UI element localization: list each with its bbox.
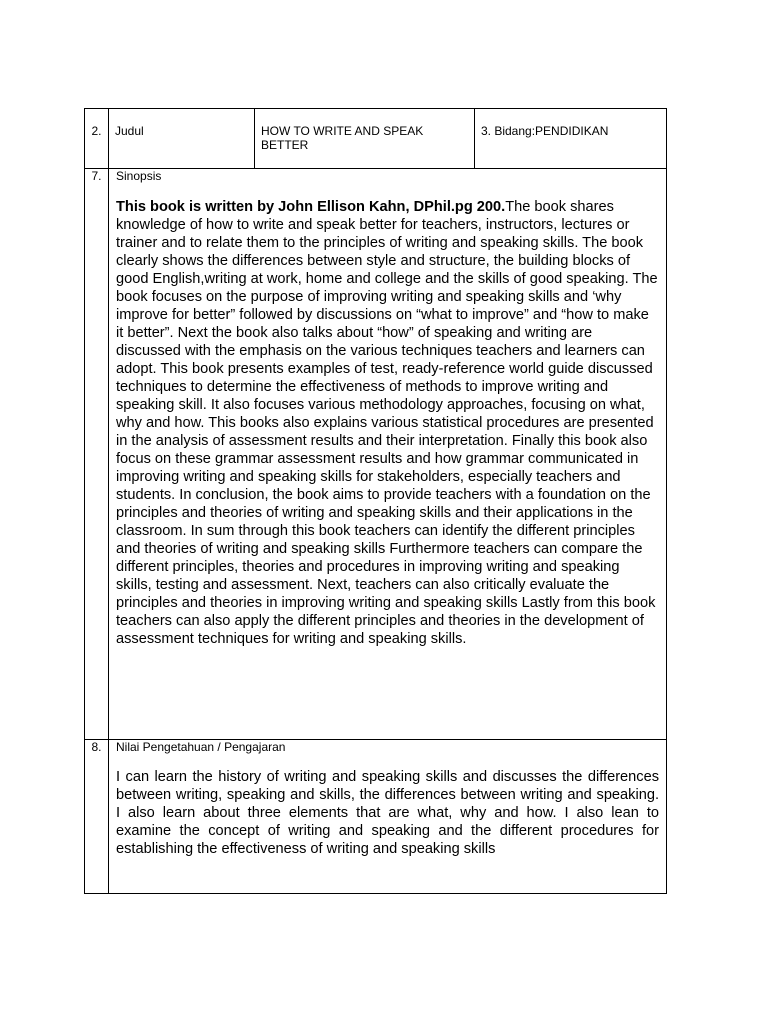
knowledge-row [85,740,667,894]
title-label: Judul [109,109,255,169]
synopsis-row [85,169,667,740]
synopsis-intro: This book is written by John Ellison Kahn, DPhil.pg 200. [116,199,506,215]
row-number: 8. [85,740,109,894]
field-value: 3. Bidang:PENDIDIKAN [475,109,667,169]
form-table [84,108,667,894]
book-title: HOW TO WRITE AND SPEAK BETTER [255,109,475,169]
knowledge-cell [109,740,667,894]
title-row [85,109,667,169]
synopsis-cell [109,169,667,740]
knowledge-text: I can learn the history of writing and speaking skills and discusses the differences between writing, speaking and skills, the differences between writing and speaking. I also learn about three elements that are what, why and how. I also lean to examine the concept of writing and speaking and the different procedures for establishing the effectiveness of writing and speaking skills [116,769,659,857]
synopsis-label: Sinopsis [116,169,162,183]
synopsis-text [109,198,666,648]
row-number: 7. [85,169,109,740]
knowledge-label: Nilai Pengetahuan / Pengajaran [116,740,286,754]
row-number: 2. [85,109,109,169]
synopsis-body: The book shares knowledge of how to write and speak better for teachers, instructors, lectures or trainer and to relate them to the principles of writing and speaking skills. The book clearly shows the differences between style and structure, the building blocks of good English,writing at work, home and college and the skills of good speaking. The book focuses on the purpose of improving writing and speaking skills and ‘why improve for better” followed by discussions on “what to improve” and “how to make it better”. Next the book also talks about “how” of speaking and writing are discussed with the emphasis on the various techniques teachers and learners can adopt. This book presents examples of test, ready-reference world guide discussed techniques to determine the effectiveness of methods to improve writing and speaking skill. It also focuses various methodology approaches, focusing on what, why and how. This books also explains various statistical procedures are presented in the analysis of assessment results and their interpretation. Finally this book also focus on these grammar assessment results and how grammar communicated in improving writing and speaking skills for stakeholders, especially teachers and students. In conclusion, the book aims to provide teachers with a foundation on the principles and theories of writing and speaking skills and their applications in the classroom. In sum through this book teachers can identify the different principles and theories of writing and speaking skills Furthermore teachers can compare the different principles, theories and procedures in improving writing and speaking skills, testing and assessment. Next, teachers can also critically evaluate the principles and theories in improving writing and speaking skills Lastly from this book teachers can also apply the different principles and theories in the development of assessment techniques for writing and speaking skills. [116,199,658,647]
